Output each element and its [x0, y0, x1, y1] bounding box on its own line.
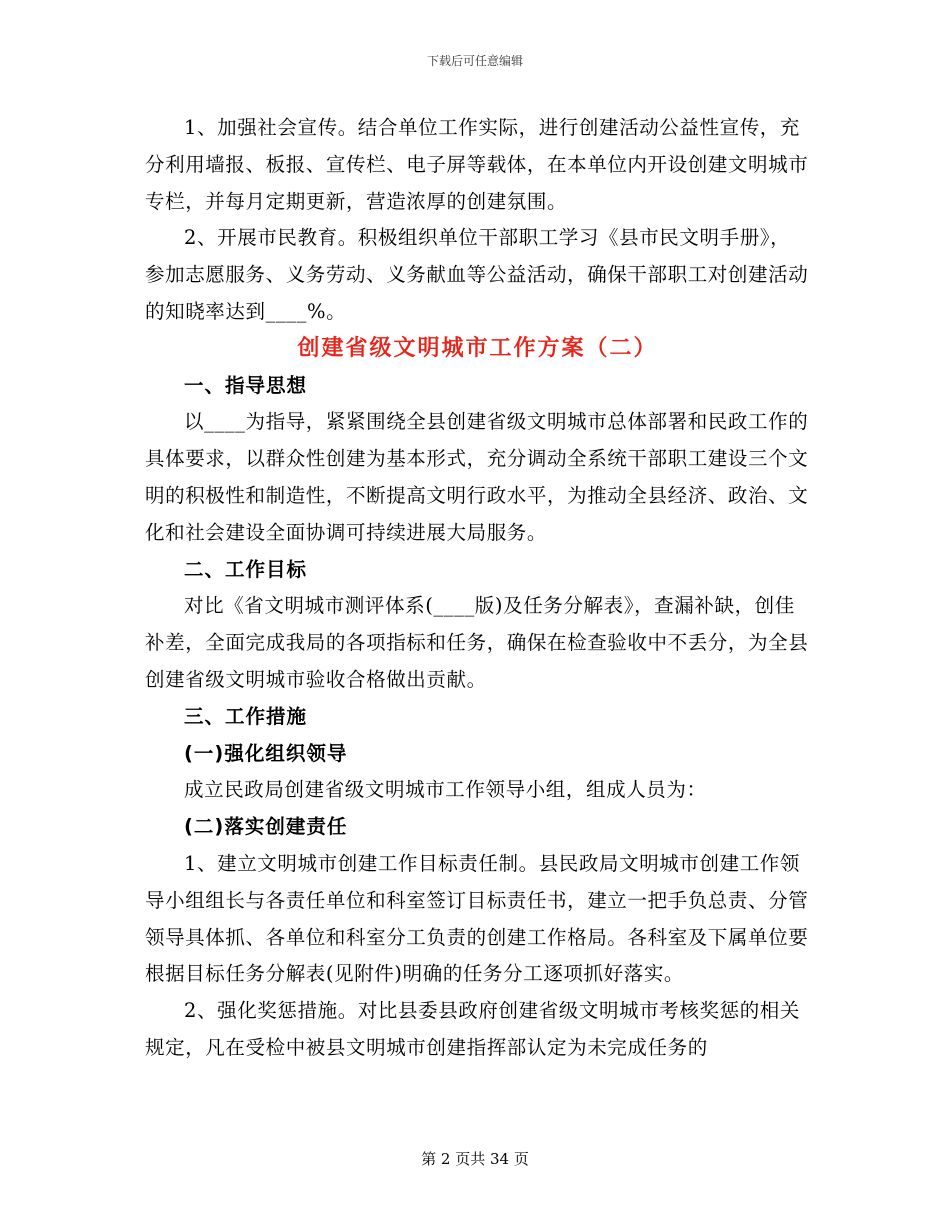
paragraph-guiding-thought: 以____为指导，紧紧围绕全县创建省级文明城市总体部署和民政工作的具体要求，以群众性创建为基本形式，充分调动全系统干部职工建设三个文明的积极性和制造性，不断提高文明行政水平，为推动全县经济、政治、文化和社会建设全面协调可持续进展大局服务。 [145, 410, 809, 544]
paragraph-rewards-penalties: 2、强化奖惩措施。对比县委县政府创建省级文明城市考核奖惩的相关规定，凡在受检中被县文明城市创建指挥部认定为未完成任务的 [145, 999, 801, 1059]
heading-organization-leadership: (一)强化组织领导 [184, 741, 348, 765]
heading-responsibility: (二)落实创建责任 [184, 815, 348, 839]
document-body [145, 110, 810, 1067]
paragraph-leadership-group: 成立民政局创建省级文明城市工作领导小组，组成人员为： [184, 778, 707, 802]
page-header: 下载后可任意编辑 [426, 54, 523, 68]
paragraph-publicity: 1、加强社会宣传。结合单位工作实际，进行创建活动公益性宣传，充分利用墙报、板报、宣传栏、电子屏等载体，在本单位内开设创建文明城市专栏，并每月定期更新，营造浓厚的创建氛围。 [145, 116, 809, 213]
paragraph-responsibility-system: 1、建立文明城市创建工作目标责任制。县民政局文明城市创建工作领导小组组长与各责任单位和科室签订目标责任书，建立一把手负总责、分管领导具体抓、各单位和科室分工负责的创建工作格局。各科室及下属单位要根据目标任务分解表(见附件)明确的任务分工逐项抓好落实。 [145, 851, 809, 986]
heading-work-goals: 二、工作目标 [184, 557, 308, 581]
page-number: 第 2 页共 34 页 [421, 1150, 529, 1168]
paragraph-citizen-education: 2、开展市民教育。积极组织单位干部职工学习《县市民文明手册》，参加志愿服务、义务劳动、义务献血等公益活动，确保干部职工对创建活动的知晓率达到____%。 [145, 226, 809, 323]
paragraph-work-goals: 对比《省文明城市测评体系(____版)及任务分解表》，查漏补缺，创佳补差，全面完成我局的各项指标和任务，确保在检查验收中不丢分，为全县创建省级文明城市验收合格做出贡献。 [145, 594, 809, 691]
section-title: 创建省级文明城市工作方案（二） [297, 335, 658, 361]
heading-work-measures: 三、工作措施 [184, 704, 308, 728]
heading-guiding-thought: 一、指导思想 [184, 373, 308, 397]
